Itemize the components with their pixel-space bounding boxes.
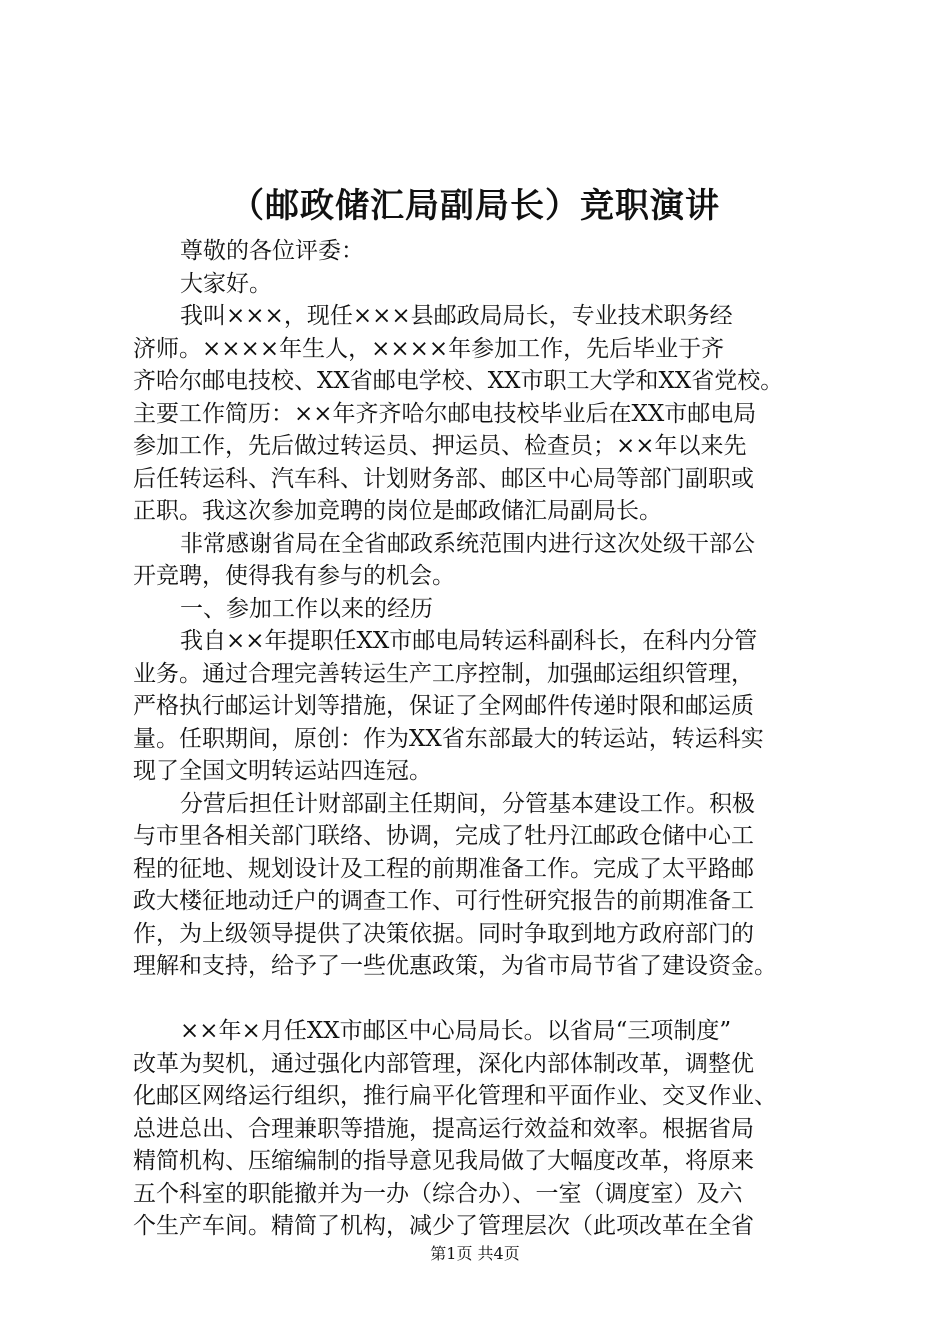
text-line: 政大楼征地动迁户的调查工作、可行性研究报告的前期准备工: [133, 888, 754, 914]
text-line: 化邮区网络运行组织，推行扁平化管理和平面作业、交叉作业、: [133, 1083, 777, 1109]
text-line: 参加工作，先后做过转运员、押运员、检查员；××年以来先: [133, 433, 747, 459]
text-line: 改革为契机，通过强化内部管理，深化内部体制改革，调整优: [133, 1050, 754, 1077]
text-line: 尊敬的各位评委：: [180, 238, 364, 264]
document-body: [133, 235, 848, 1243]
text-line: 程的征地、规划设计及工程的前期准备工作。完成了太平路邮: [133, 855, 754, 882]
text-line: 作，为上级领导提供了决策依据。同时争取到地方政府部门的: [133, 920, 754, 947]
text-line: 后任转运科、汽车科、计划财务部、邮区中心局等部门副职或: [133, 465, 754, 492]
text-line: 精简机构、压缩编制的指导意见我局做了大幅度改革，将原来: [133, 1148, 754, 1174]
text-line: 理解和支持，给予了一些优惠政策，为省市局节省了建设资金。: [133, 953, 777, 979]
text-line: 大家好。: [180, 270, 272, 297]
text-line: 总进总出、合理兼职等措施，提高运行效益和效率。根据省局: [133, 1115, 754, 1142]
text-line: 个生产车间。精简了机构，减少了管理层次（此项改革在全省: [133, 1213, 754, 1239]
blank-line: [133, 983, 848, 1016]
text-line: 我叫×××，现任×××县邮政局局长，专业技术职务经: [180, 303, 733, 329]
text-line: 业务。通过合理完善转运生产工序控制，加强邮运组织管理，: [133, 660, 754, 687]
text-line: 量。任职期间，原创：作为XX省东部最大的转运站，转运科实: [133, 725, 764, 752]
text-line: ××年×月任XX市邮区中心局局长。以省局“三项制度”: [180, 1018, 732, 1044]
text-line: 分营后担任计财部副主任期间，分管基本建设工作。积极: [180, 790, 755, 817]
text-line: 济师。××××年生人，××××年参加工作，先后毕业于齐: [133, 335, 725, 362]
text-line: 一、参加工作以来的经历: [180, 595, 433, 622]
text-line: 与市里各相关部门联络、协调，完成了牡丹江邮政仓储中心工: [133, 823, 754, 849]
text-line: 现了全国文明转运站四连冠。: [133, 758, 432, 784]
page-footer: 第1页 共4页: [430, 1244, 520, 1263]
text-line: 正职。我这次参加竞聘的岗位是邮政储汇局副局长。: [133, 498, 662, 524]
text-line: 主要工作简历：××年齐齐哈尔邮电技校毕业后在XX市邮电局: [133, 400, 757, 427]
text-line: 严格执行邮运计划等措施，保证了全网邮件传递时限和邮运质: [133, 693, 754, 719]
text-line: 开竞聘，使得我有参与的机会。: [133, 563, 455, 589]
text-line: 五个科室的职能撤并为一办（综合办）、一室（调度室）及六: [133, 1180, 743, 1207]
document-title: （邮政储汇局副局长）竞职演讲: [230, 186, 720, 226]
text-line: 齐哈尔邮电技校、XX省邮电学校、XX市职工大学和XX省党校。: [133, 368, 784, 394]
text-line: 非常感谢省局在全省邮政系统范围内进行这次处级干部公: [180, 530, 755, 557]
text-line: 我自××年提职任XX市邮电局转运科副科长，在科内分管: [180, 628, 758, 654]
